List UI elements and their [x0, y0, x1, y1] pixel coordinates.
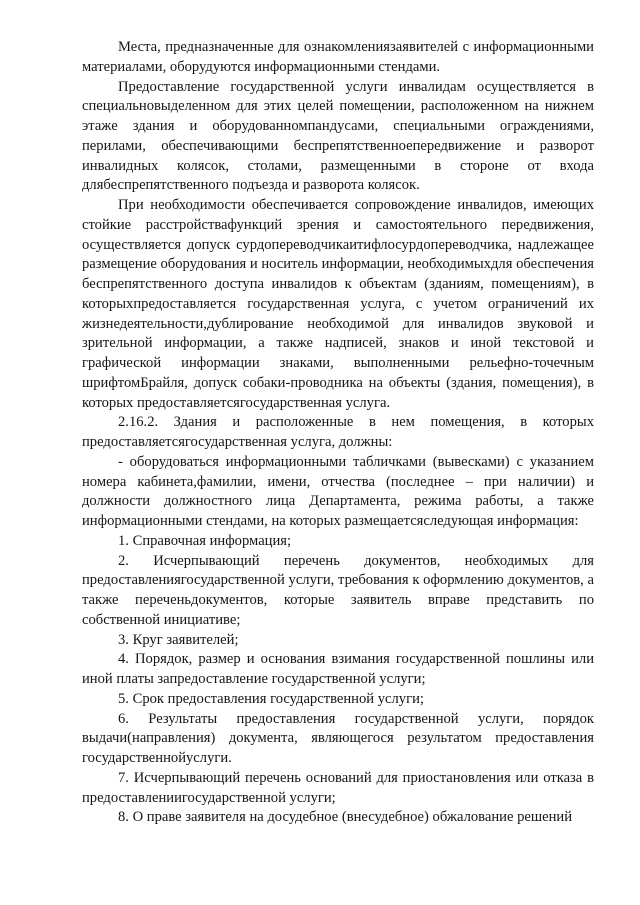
document-body [82, 38, 594, 828]
list-item-results: 6. Результаты предоставления государственной услуги, порядок выдачи(направления) документа, являющегося результатом предоставления государственнойуслуги. [82, 710, 594, 766]
list-item-refusal-grounds: 7. Исчерпывающий перечень оснований для приостановления или отказа в предоставлениигосударственной услуги; [82, 769, 594, 806]
list-item-reference-info: 1. Справочная информация; [118, 532, 292, 549]
list-item-documents-list: 2. Исчерпывающий перечень документов, необходимых для предоставлениягосударственной услуги, требования к оформлению документов, а также переченьдокументов, которые заявитель вправе представить по собственной инициативе; [82, 552, 594, 628]
list-item-appeal-right: 8. О праве заявителя на досудебное (внесудебное) обжалование решений [118, 809, 573, 826]
paragraph-disabled-assistance: При необходимости обеспечивается сопровождение инвалидов, имеющих стойкие расстройствафункций зрения и самостоятельного передвижения, осуществляется допуск сурдопереводчикаитифлосурдопереводчика, надлежащее размещение оборудования и носитель информации, необходимыхдля обеспечения беспрепятственного доступа инвалидов к объектам (зданиям, помещениям), в которыхпредоставляется государственная услуга, с учетом ограничений их жизнедеятельности,дублирование необходимой для инвалидов звуковой и зрительной информации, а также надписей, знаков и иной текстовой и графической информации знаками, выполненными рельефно-точечным шрифтомБрайля, допуск собаки-проводника на объекты (здания, помещения), в которых предоставляетсягосударственная услуга. [82, 197, 594, 411]
list-item-service-term: 5. Срок предоставления государственной услуги; [118, 690, 424, 707]
list-item-applicants: 3. Круг заявителей; [118, 631, 239, 648]
paragraph-section-2-16-2: 2.16.2. Здания и расположенные в нем помещения, в которых предоставляетсягосударственная услуга, должны: [82, 414, 594, 450]
paragraph-disabled-access-room: Предоставление государственной услуги инвалидам осуществляется в специальновыделенном для этих целей помещении, расположенном на нижнем этаже здания и оборудованномпандусами, специальными ограждениями, перилами, обеспечивающими беспрепятственноепередвижение и разворот инвалидных колясок, столами, размещенными в стороне от входа длябеспрепятственного подъезда и разворота колясок. [82, 78, 594, 194]
paragraph-info-signs: - оборудоваться информационными табличками (вывесками) с указанием номера кабинета,фамилии, имени, отчества (последнее – при наличии) и должности должностного лица Департамента, режима работы, а также информационными стендами, на которых размещаетсяследующая информация: [82, 453, 594, 529]
paragraph-info-stands: Места, предназначенные для ознакомлениязаявителей с информационными материалами, оборудуются информационными стендами. [82, 39, 594, 75]
list-item-state-fee: 4. Порядок, размер и основания взимания государственной пошлины или иной платы запредоставление государственной услуги; [82, 651, 594, 687]
